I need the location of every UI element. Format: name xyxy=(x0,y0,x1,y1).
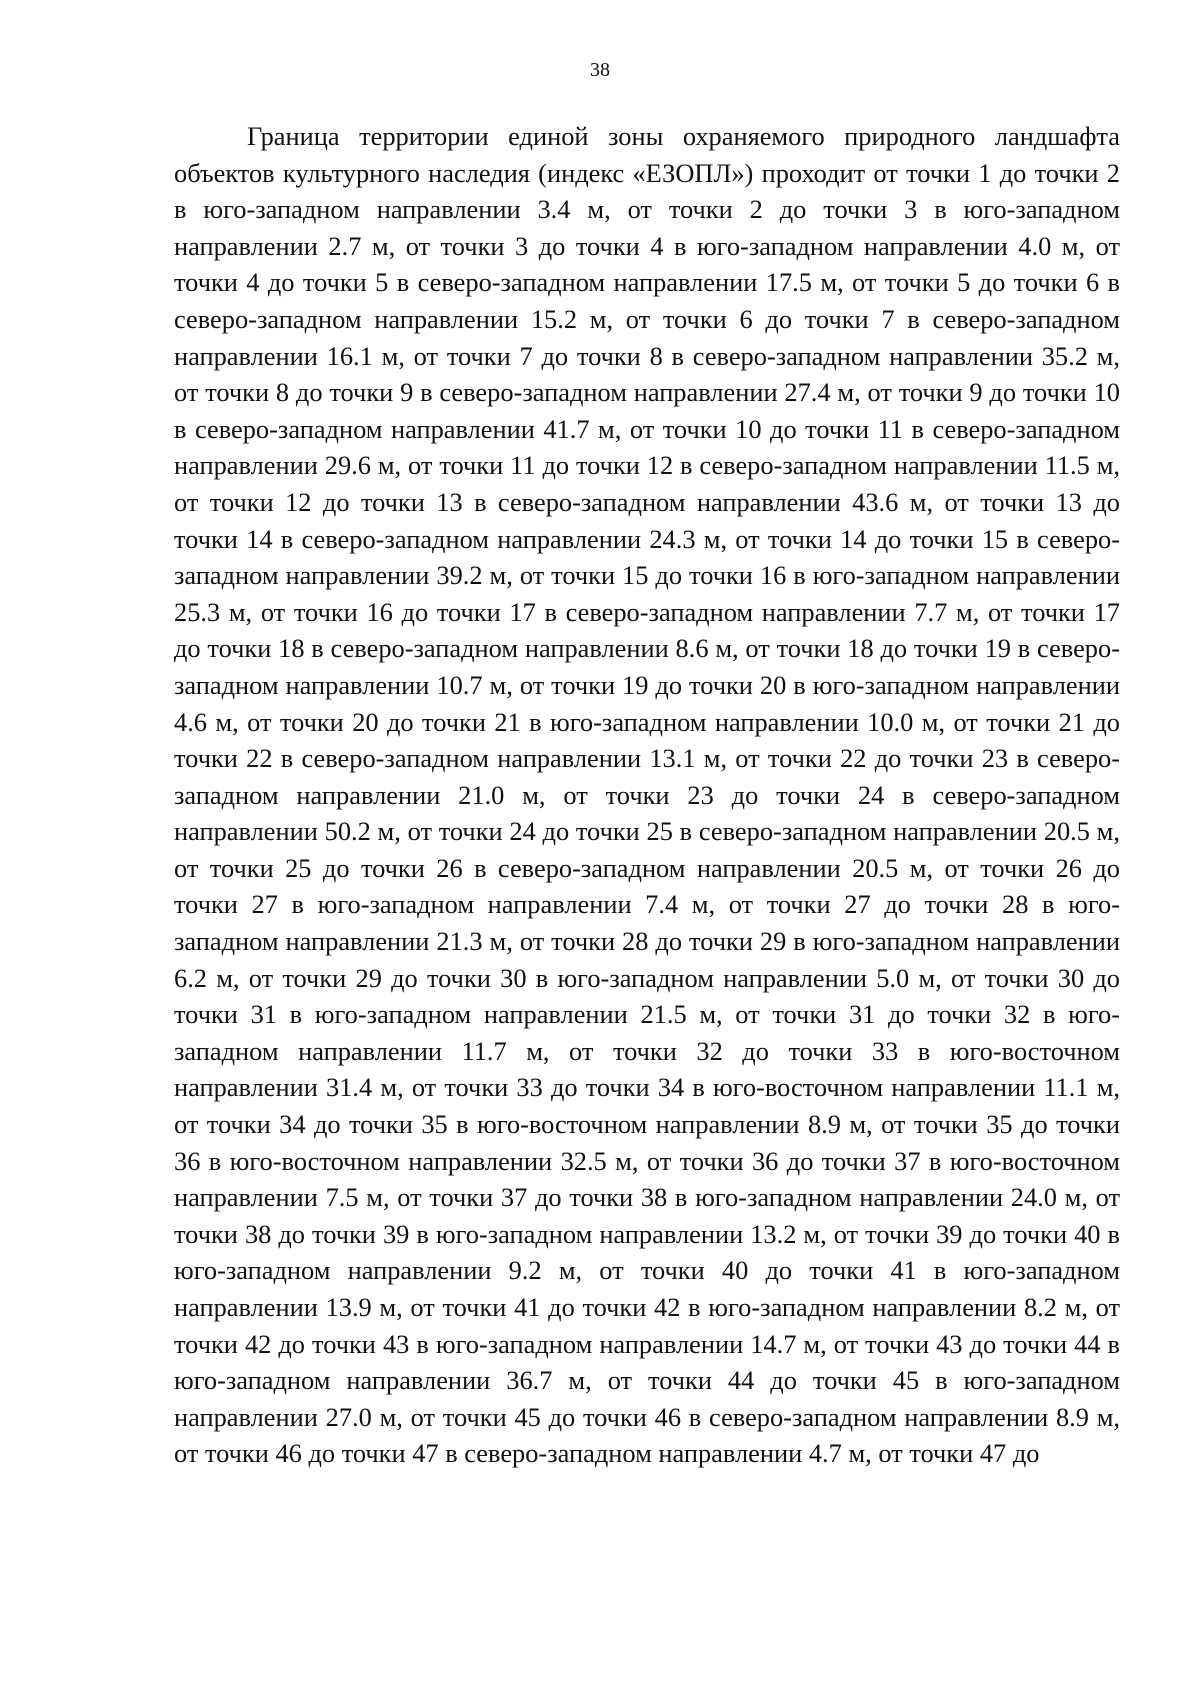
body-paragraph: Граница территории единой зоны охраняемого природного ландшафта объектов культурного наследия (индекс «ЕЗОПЛ») проходит от точки 1 до точки 2 в юго-западном направлении 3.4 м, от точки 2 до точки 3 в юго-западном направлении 2.7 м, от точки 3 до точки 4 в юго-западном направлении 4.0 м, от точки 4 до точки 5 в северо-западном направлении 17.5 м, от точки 5 до точки 6 в северо-западном направлении 15.2 м, от точки 6 до точки 7 в северо-западном направлении 16.1 м, от точки 7 до точки 8 в северо-западном направлении 35.2 м, от точки 8 до точки 9 в северо-западном направлении 27.4 м, от точки 9 до точки 10 в северо-западном направлении 41.7 м, от точки 10 до точки 11 в северо-западном направлении 29.6 м, от точки 11 до точки 12 в северо-западном направлении 11.5 м, от точки 12 до точки 13 в северо-западном направлении 43.6 м, от точки 13 до точки 14 в северо-западном направлении 24.3 м, от точки 14 до точки 15 в северо-западном направлении 39.2 м, от точки 15 до точки 16 в юго-западном направлении 25.3 м, от точки 16 до точки 17 в северо-западном направлении 7.7 м, от точки 17 до точки 18 в северо-западном направлении 8.6 м, от точки 18 до точки 19 в северо-западном направлении 10.7 м, от точки 19 до точки 20 в юго-западном направлении 4.6 м, от точки 20 до точки 21 в юго-западном направлении 10.0 м, от точки 21 до точки 22 в северо-западном направлении 13.1 м, от точки 22 до точки 23 в северо-западном направлении 21.0 м, от точки 23 до точки 24 в северо-западном направлении 50.2 м, от точки 24 до точки 25 в северо-западном направлении 20.5 м, от точки 25 до точки 26 в северо-западном направлении 20.5 м, от точки 26 до точки 27 в юго-западном направлении 7.4 м, от точки 27 до точки 28 в юго-западном направлении 21.3 м, от точки 28 до точки 29 в юго-западном направлении 6.2 м, от точки 29 до точки 30 в юго-западном направлении 5.0 м, от точки 30 до точки 31 в юго-западном направлении 21.5 м, от точки 31 до точки 32 в юго-западном направлении 11.7 м, от точки 32 до точки 33 в юго-восточном направлении 31.4 м, от точки 33 до точки 34 в юго-восточном направлении 11.1 м, от точки 34 до точки 35 в юго-восточном направлении 8.9 м, от точки 35 до точки 36 в юго-восточном направлении 32.5 м, от точки 36 до точки 37 в юго-восточном направлении 7.5 м, от точки 37 до точки 38 в юго-западном направлении 24.0 м, от точки 38 до точки 39 в юго-западном направлении 13.2 м, от точки 39 до точки 40 в юго-западном направлении 9.2 м, от точки 40 до точки 41 в юго-западном направлении 13.9 м, от точки 41 до точки 42 в юго-западном направлении 8.2 м, от точки 42 до точки 43 в юго-западном направлении 14.7 м, от точки 43 до точки 44 в юго-западном направлении 36.7 м, от точки 44 до точки 45 в юго-западном направлении 27.0 м, от точки 45 до точки 46 в северо-западном направлении 8.9 м, от точки 46 до точки 47 в северо-западном направлении 4.7 м, от точки 47 до xyxy=(174,121,1120,1469)
page-number: 38 xyxy=(590,59,610,81)
